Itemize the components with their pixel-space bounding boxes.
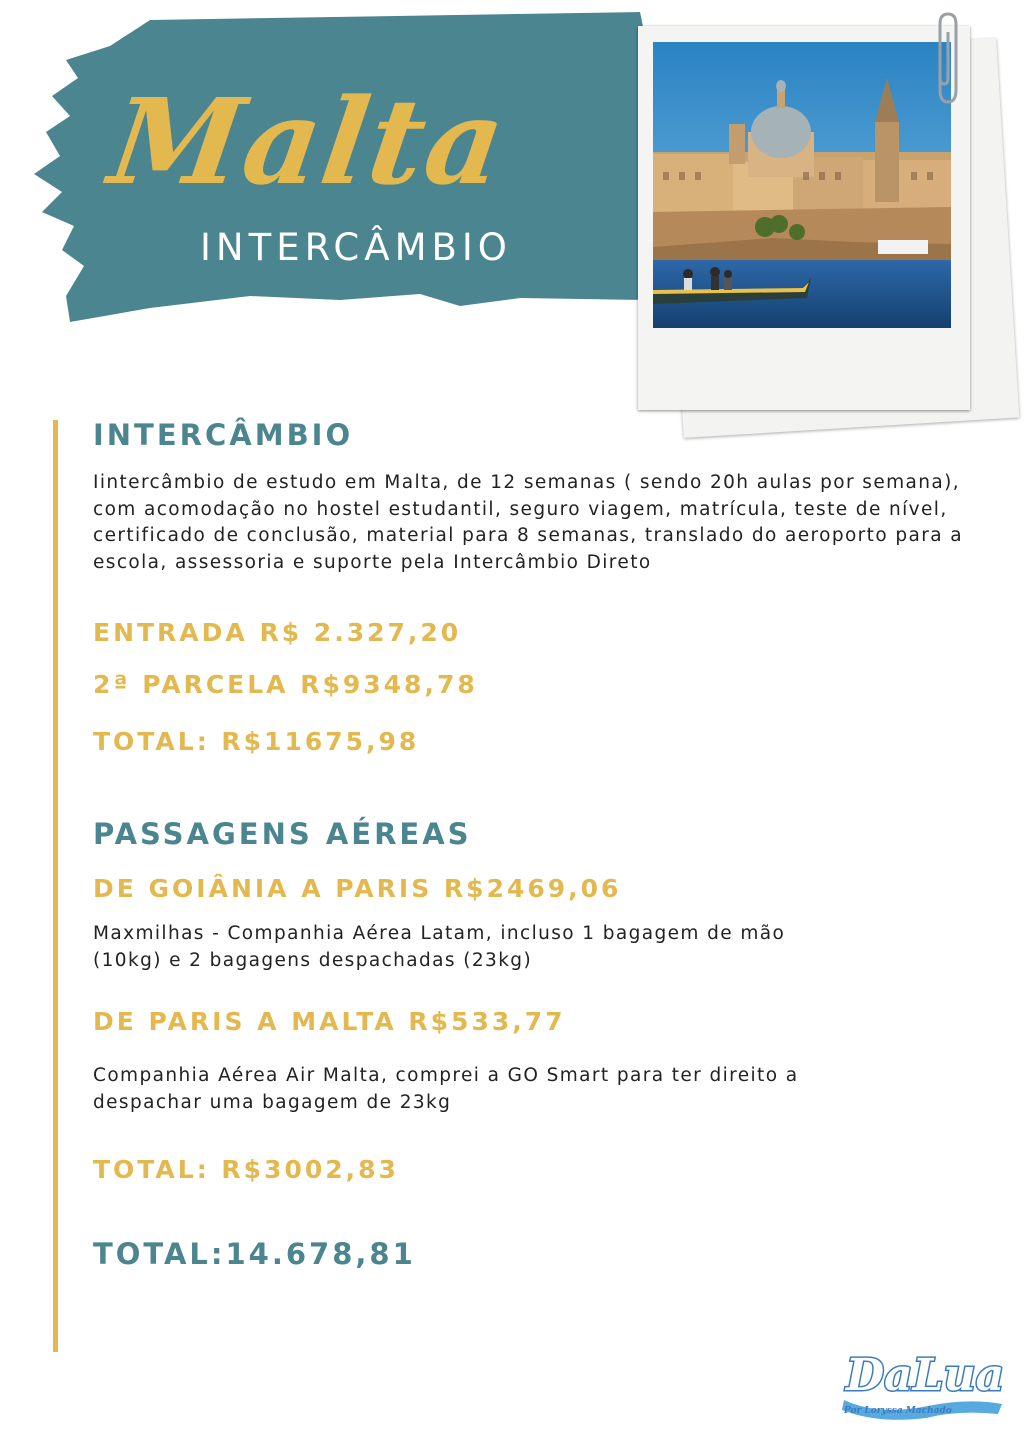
accent-line — [53, 420, 58, 1352]
leg2-description: Companhia Aérea Air Malta, comprei a GO Smart para ter direito a despachar uma bagagem de 23kg — [93, 1065, 799, 1113]
paperclip-icon — [930, 8, 964, 106]
grand-total: TOTAL:14.678,81 — [93, 1237, 416, 1271]
page-title: Malta — [102, 72, 515, 211]
intercambio-description: Iintercâmbio de estudo em Malta, de 12 semanas ( sendo 20h aulas por semana), com acomodação no hostel estudantil, seguro viagem, matrícula, teste de nível, certificado de conclusão, material para 8 semanas, translado do aeroporto para a escola, assessoria e suporte pela Intercâmbio Direto — [93, 472, 963, 573]
leg1-title: DE GOIÂNIA A PARIS R$2469,06 — [93, 874, 622, 903]
parcela-value: 2ª PARCELA R$9348,78 — [93, 670, 478, 699]
svg-text:DaLua: DaLua — [846, 1350, 1005, 1401]
passagens-total: TOTAL: R$3002,83 — [93, 1155, 399, 1184]
logo-caption: Por Loryssa Machado — [844, 1406, 952, 1416]
leg2-title: DE PARIS A MALTA R$533,77 — [93, 1007, 566, 1036]
page-subtitle: INTERCÂMBIO — [200, 226, 512, 269]
entrada-value: ENTRADA R$ 2.327,20 — [93, 618, 462, 647]
section-heading-intercambio: INTERCÂMBIO — [93, 418, 354, 452]
section-heading-passagens: PASSAGENS AÉREAS — [93, 817, 472, 851]
valletta-harbor-photo — [653, 42, 951, 328]
intercambio-total: TOTAL: R$11675,98 — [93, 727, 420, 756]
leg1-description: Maxmilhas - Companhia Aérea Latam, incluso 1 bagagem de mão (10kg) e 2 bagagens despachadas (23kg) — [93, 923, 786, 971]
